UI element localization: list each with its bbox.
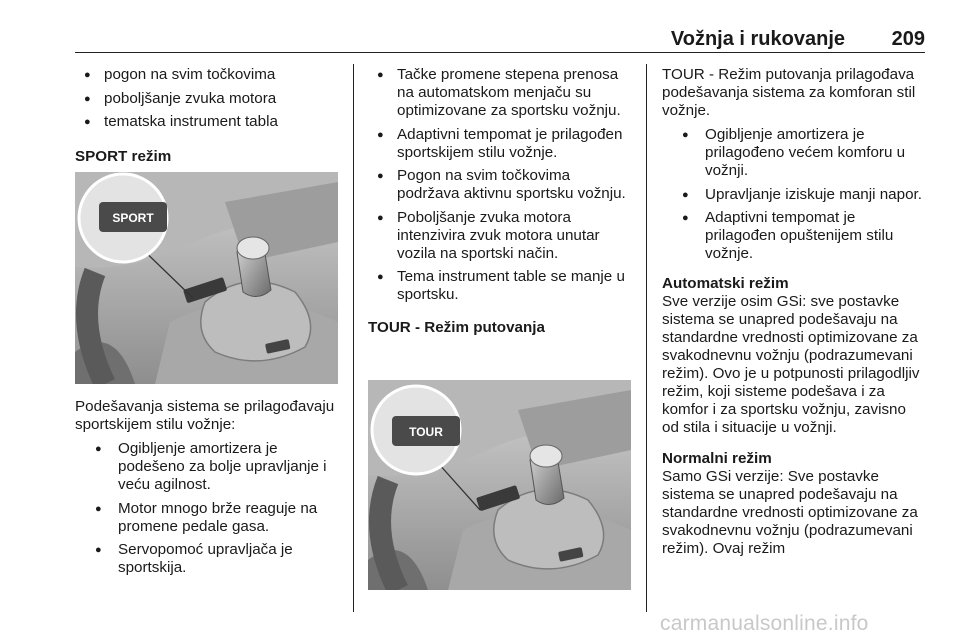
list-item: ● Pogon na svim točkovima podržava aktivnu sportsku vožnju. — [368, 167, 636, 203]
auto-mode-heading: Automatski režim — [662, 275, 789, 292]
tour-mode-illustration — [368, 380, 631, 590]
column-divider-1 — [353, 64, 354, 612]
feature-list — [75, 66, 345, 131]
auto-mode-text: Sve verzije osim GSi: sve postavke sistema se unapred podešavaju na standardne vrednosti optimizovane za svakodnevnu vožnju (podrazumevani režim). Ovo je u potpunosti prilagodljiv režim, koji sisteme podešava i za komfor i za sportsku vožnju, zavisno od stila i situacije u vožnji. — [662, 293, 920, 436]
list-item: ● Tema instrument table se manje u sportsku. — [368, 268, 636, 304]
watermark: carmanualsonline.info — [660, 612, 869, 635]
list-item: ● Upravljanje iziskuje manji napor. — [662, 186, 926, 204]
list-item: ● Adaptivni tempomat je prilagođen sportskijem stilu vožnje. — [368, 126, 636, 162]
list-item: ● Adaptivni tempomat je prilagođen opuštenijem stilu vožnje. — [662, 209, 926, 263]
sport-intro: Podešavanja sistema se prilagođavaju sportskijem stilu vožnje: — [75, 398, 335, 433]
sport-button-label: SPORT — [112, 211, 154, 225]
list-item: ● tematska instrument tabla — [75, 113, 345, 131]
sport-list — [75, 440, 345, 577]
column-1 — [75, 66, 345, 166]
list-item: ● Tačke promene stepena prenosa na automatskom menjaču su optimizovane za sportsku vožnju. — [368, 66, 636, 120]
tour-button-label: TOUR — [409, 425, 443, 439]
tour-intro: TOUR - Režim putovanja prilagođava podešavanja sistema za komforan stil vožnje. — [662, 66, 916, 119]
sport-heading: SPORT režim — [75, 148, 172, 165]
tour-heading: TOUR - Režim putovanja — [368, 319, 545, 336]
sport-features-list — [368, 66, 636, 304]
list-item: ● Poboljšanje zvuka motora intenzivira zvuk motora unutar vozila na sportski način. — [368, 209, 636, 263]
normal-mode-text: Samo GSi verzije: Sve postavke sistema se unapred podešavaju na standardne vrednosti optimizovane za svakodnevnu vožnju (podrazumevani režim). Ovaj režim — [662, 468, 918, 557]
tour-list — [662, 126, 926, 263]
list-item: ● Ogibljenje amortizera je prilagođeno većem komforu u vožnji. — [662, 126, 926, 180]
column-3 — [662, 66, 926, 558]
column-divider-2 — [646, 64, 647, 612]
page-header — [75, 28, 925, 53]
list-item: ● Ogibljenje amortizera je podešeno za bolje upravljanje i veću agilnost. — [75, 440, 345, 494]
chapter-title: Vožnja i rukovanje — [670, 28, 845, 50]
list-item: ● poboljšanje zvuka motora — [75, 90, 345, 108]
list-item: ● pogon na svim točkovima — [75, 66, 345, 84]
list-item: ● Motor mnogo brže reaguje na promene pedale gasa. — [75, 500, 345, 536]
normal-mode-heading: Normalni režim — [662, 450, 772, 467]
column-2 — [368, 66, 636, 337]
list-item: ● Servopomoć upravljača je sportskija. — [75, 541, 345, 577]
column-1-lower — [75, 398, 345, 583]
sport-mode-illustration — [75, 172, 338, 384]
page-number: 209 — [891, 28, 925, 50]
